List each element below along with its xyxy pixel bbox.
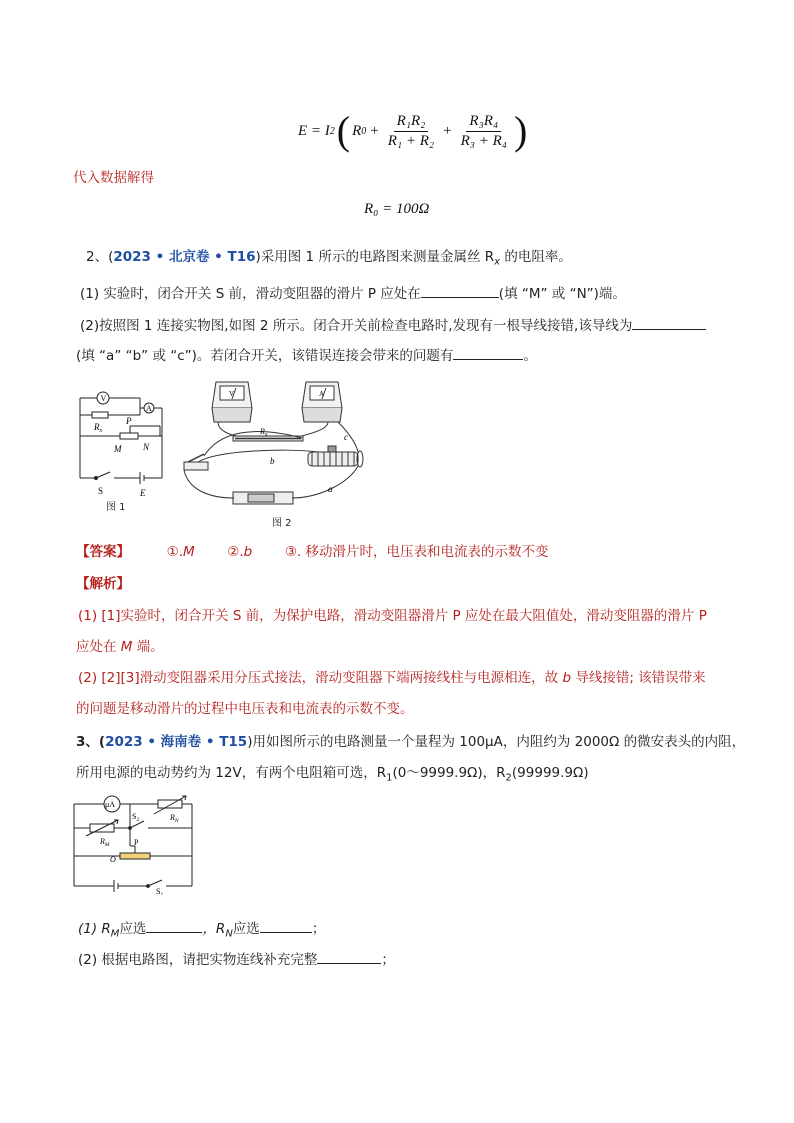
formula-r0: R <box>352 122 362 139</box>
switch-s2-label: $S_2$ <box>132 812 140 823</box>
analysis-1a: (1) [1]实验时，闭合开关 S 前，为保护电路，滑动变阻器滑片 P 应处在最大阻值处，滑动变阻器的滑片 P <box>78 608 707 624</box>
rx-label: $R_x$ <box>94 422 103 434</box>
q3-source: 2023 • 海南卷 • T15 <box>105 734 248 750</box>
rn-label: $R_N$ <box>170 813 179 824</box>
q2-part2-line2: (填 “a” “b” 或 “c”)。若闭合开关，该错误连接会带来的问题有 。 <box>76 348 537 364</box>
fig2-voltmeter-label: V <box>229 390 235 398</box>
circuit-diagram-fig1 <box>70 378 182 516</box>
apparatus-diagram-fig2 <box>178 374 383 512</box>
microammeter-label: μA <box>105 800 116 809</box>
rm-label: $R_M$ <box>100 837 110 848</box>
slider-p-label-q3: P <box>134 838 139 847</box>
answer-line: 【答案】 ①.M ②.b ③. 移动滑片时，电压表和电流表的示数不变 <box>76 544 549 560</box>
fig1-caption: 图 1 <box>106 502 126 513</box>
fig2-caption: 图 2 <box>272 518 292 529</box>
fraction-r1r2: $\frac{\text{R₁R₂}}{\text{R₁ + R₂}}$ <box>387 112 435 149</box>
fig2-rx-label: $R_x$ <box>260 427 268 438</box>
answer-blank[interactable] <box>453 347 523 360</box>
substitute-text: 代入数据解得 <box>73 170 154 186</box>
q2-part2-line1: (2)按照图 1 连接实物图,如图 2 所示。闭合开关前检查电路时,发现有一根导线接错,该导线为 <box>80 314 706 334</box>
q3-intro: 3、(2023 • 海南卷 • T15)用如图所示的电路测量一个量程为 100μA，内阻约为 2000Ω 的微安表头的内阻， <box>76 734 746 750</box>
q2-part1: (1) 实验时，闭合开关 S 前，滑动变阻器的滑片 P 应处在 (填 “M” 或 “N”)端。 <box>80 286 626 302</box>
circuit-diagram-q3 <box>70 790 200 895</box>
q2-intro: 2、(2023 • 北京卷 • T16)采用图 1 所示的电路图来测量金属丝 $R_x$ 的电阻率。 <box>86 249 572 268</box>
formula-emf: E = I 2 ( R 0 + $\frac{\text{R₁R₂}}{\text{R₁ + R₂}}$ + $\frac{\text{R₃R₄}}{\text{R₃ + R₄}}$ ) <box>298 108 528 153</box>
terminal-m-label: M <box>114 444 122 454</box>
q2-source: 2023 • 北京卷 • T16 <box>113 249 256 265</box>
answer-blank[interactable] <box>421 285 499 298</box>
answer-blank[interactable] <box>146 920 202 933</box>
wire-c-label: c <box>344 432 348 442</box>
wire-b-label: b <box>270 456 275 466</box>
analysis-1b: 应处在 M 端。 <box>76 639 164 655</box>
q3-line2: 所用电源的电动势约为 12V，有两个电阻箱可选，$R_1(0\sim 9999.9\Omega)$，$R_2(99999.9\Omega)$ <box>76 765 589 784</box>
analysis-label: 【解析】 <box>76 576 130 592</box>
switch-s-label: S <box>98 486 104 496</box>
voltmeter-label: V <box>100 394 107 403</box>
battery-e-label: E <box>140 488 146 498</box>
formula-result: R₀ = 100Ω <box>364 201 430 217</box>
terminal-o-label: O <box>110 855 116 864</box>
q3-part1: (1) $R_M$应选 ，$R_N$应选 ； <box>78 921 326 940</box>
fig2-ammeter-label: A <box>319 390 325 398</box>
formula-lhs: E = I <box>298 122 330 139</box>
slider-p-label: P <box>126 416 132 426</box>
analysis-2b: 的问题是移动滑片的过程中电压表和电流表的示数不变。 <box>76 701 414 717</box>
terminal-n-label: N <box>143 442 150 452</box>
switch-s1-label: $S_1$ <box>156 887 164 895</box>
right-paren: ) <box>514 108 528 153</box>
answer-blank[interactable] <box>632 317 706 330</box>
answer-label: 【答案】 <box>76 544 130 560</box>
analysis-2a: (2) [2][3]滑动变阻器采用分压式接法，滑动变阻器下端两接线柱与电源相连，故 b 导线接错; 该错误带来 <box>78 670 706 686</box>
wire-a-label: a <box>328 484 333 494</box>
answer-blank[interactable] <box>317 951 381 964</box>
q3-part2: (2) 根据电路图，请把实物连线补充完整 ； <box>78 952 395 968</box>
answer-blank[interactable] <box>260 920 312 933</box>
ammeter-label: A <box>146 404 152 413</box>
left-paren: ( <box>336 108 351 153</box>
fraction-r3r4: $\frac{\text{R₃R₄}}{\text{R₃ + R₄}}$ <box>460 112 507 149</box>
